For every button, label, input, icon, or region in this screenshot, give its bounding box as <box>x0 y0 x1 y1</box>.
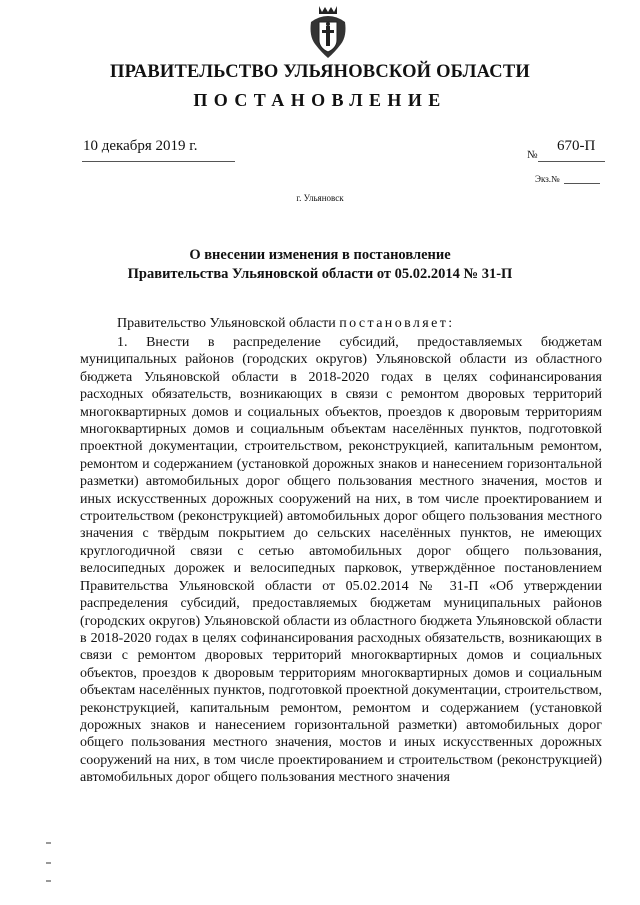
decree-number: 670-П <box>557 138 596 154</box>
title-line-2: Правительства Ульяновской области от 05.02.2014 № 31-П <box>127 266 513 282</box>
intro-line <box>117 316 455 332</box>
document-type: ПОСТАНОВЛЕНИЕ <box>193 90 447 110</box>
copy-number-label: Экз.№ <box>535 174 560 184</box>
number-underline <box>538 161 605 162</box>
document-title <box>0 246 640 284</box>
date-underline <box>82 161 235 162</box>
decree-date: 10 декабря 2019 г. <box>83 138 198 154</box>
intro-decides: постановляет: <box>339 316 455 331</box>
coat-of-arms-icon <box>307 2 349 60</box>
title-line-1: О внесении изменения в постановление <box>189 247 451 263</box>
government-name: ПРАВИТЕЛЬСТВО УЛЬЯНОВСКОЙ ОБЛАСТИ <box>110 62 530 82</box>
copy-number-underline <box>564 183 600 184</box>
number-sign: № <box>527 149 538 161</box>
margin-mark <box>46 880 51 882</box>
intro-prefix: Правительство Ульяновской области <box>117 316 340 331</box>
city: г. Ульяновск <box>296 193 344 203</box>
margin-mark <box>46 862 51 864</box>
paragraph-1: 1. Внести в распределение субсидий, предоставляемых бюджетам муниципальных районов (городских округов) Ульяновской области из областного бюджета Ульяновской области в 2018-2020 годах в целях софинансирования расходных обязательств, возникающих в связи с ремонтом дворовых территорий многоквартирных домов и социальных объектов, проездов к дворовым территориям многоквартирных домов и социальным объектам населённых пунктов, подготовкой проектной документации, строительством, реконструкцией, капитальным ремонтом, ремонтом и содержанием (установкой дорожных знаков и нанесением горизонтальной разметки) автомобильных дорог общего пользования местного значения, мостов и иных искусственных дорожных сооружений на них, в том числе проектированием и строительством (реконструкцией) автомобильных дорог общего пользования местного значения с твёрдым покрытием до сельских населённых пунктов, не имеющих круглогодичной связи с сетью автомобильных дорог общего пользования, велосипедных дорожек и велосипедных парковок, утверждённое постановлением Правительства Ульяновской области от 05.02.2014 № 31-П «Об утверждении распределения субсидий, предоставляемых бюджетам муниципальных районов (городских округов) Ульяновской области из областного бюджета Ульяновской области в 2018-2020 годах в целях софинансирования расходных обязательств, возникающих в связи с ремонтом дворовых территорий многоквартирных домов и социальных объектов, проездов к дворовым территориям многоквартирных домов и социальным объектам населённых пунктов, подготовкой проектной документации, строительством, реконструкцией, капитальным ремонтом, ремонтом и содержанием (установкой дорожных знаков и нанесением горизонтальной разметки) автомобильных дорог общего пользования местного значения, мостов и иных искусственных дорожных сооружений на них, в том числе проектированием и строительством (реконструкцией) автомобильных дорог общего пользования местного значения <box>80 335 602 786</box>
margin-mark <box>46 842 51 844</box>
